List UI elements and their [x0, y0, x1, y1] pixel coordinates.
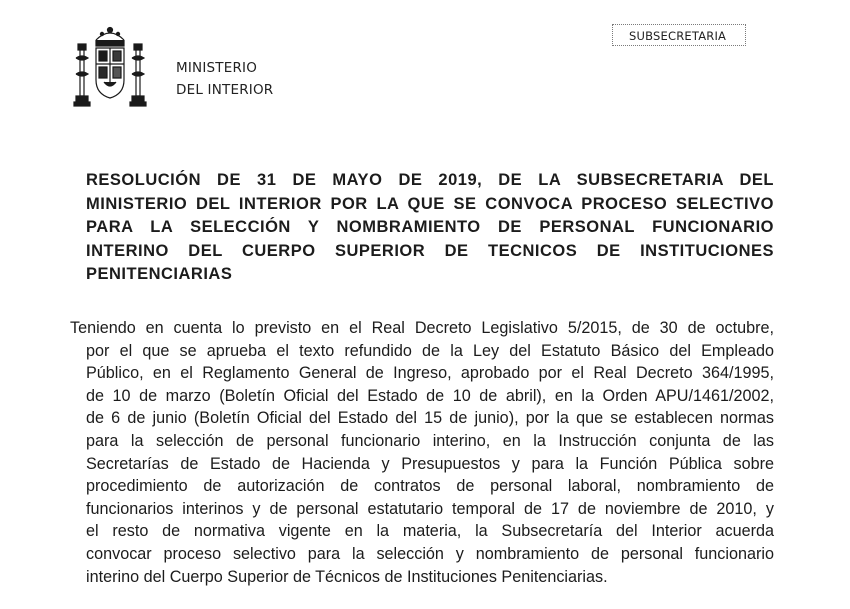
ministry-line-2: DEL INTERIOR [176, 82, 274, 98]
department-label-box [612, 24, 746, 46]
title-line: MINISTERIO DEL INTERIOR POR LA QUE SE CONVOCA PROCESO SELECTIVO [86, 194, 774, 213]
title-line: INTERINO DEL CUERPO SUPERIOR DE TECNICOS DE INSTITUCIONES [86, 241, 774, 260]
coat-of-arms-icon [66, 22, 154, 114]
title-line: PENITENCIARIAS [86, 265, 233, 283]
title-line: RESOLUCIÓN DE 31 DE MAYO DE 2019, DE LA SUBSECRETARIA DEL [86, 171, 774, 189]
body-line: convocar proceso selectivo para la selección y nombramiento de personal funcionario [86, 544, 774, 563]
body-line: por el que se aprueba el texto refundido de la Ley del Estatuto Básico del Empleado [86, 341, 774, 360]
body-line: Secretarías de Estado de Hacienda y Presupuestos y para la Función Pública sobre [86, 454, 774, 473]
ministry-line-1: MINISTERIO [176, 60, 258, 76]
body-line: Teniendo en cuenta lo previsto en el Real Decreto Legislativo 5/2015, de 30 de octubre, [70, 319, 774, 337]
body-line: para la selección de personal funcionario interino, en la Instrucción conjunta de las [86, 431, 774, 450]
ministry-name [176, 57, 273, 101]
body-line: el resto de normativa vigente en la materia, la Subsecretaría del Interior acuerda [86, 522, 774, 541]
body-line: Público, en el Reglamento General de Ingreso, aprobado por el Real Decreto 364/1995, [86, 364, 774, 383]
body-line: de 6 de junio (Boletín Oficial del Estado del 15 de junio), por la que se establecen normas [86, 409, 774, 428]
resolution-title [86, 169, 774, 287]
body-paragraph [70, 317, 774, 588]
body-line: interino del Cuerpo Superior de Técnicos de Instituciones Penitenciarias. [86, 567, 608, 586]
title-line: PARA LA SELECCIÓN Y NOMBRAMIENTO DE PERSONAL FUNCIONARIO [86, 218, 774, 236]
department-label: SUBSECRETARIA [629, 29, 727, 43]
body-line: de 10 de marzo (Boletín Oficial del Estado de 10 de abril), en la Orden APU/1461/2002, [86, 386, 774, 405]
body-line: procedimiento de autorización de contratos de personal laboral, nombramiento de [86, 477, 774, 496]
body-line: funcionarios interinos y de personal estatutario temporal de 17 de noviembre de 2010, y [86, 499, 774, 518]
